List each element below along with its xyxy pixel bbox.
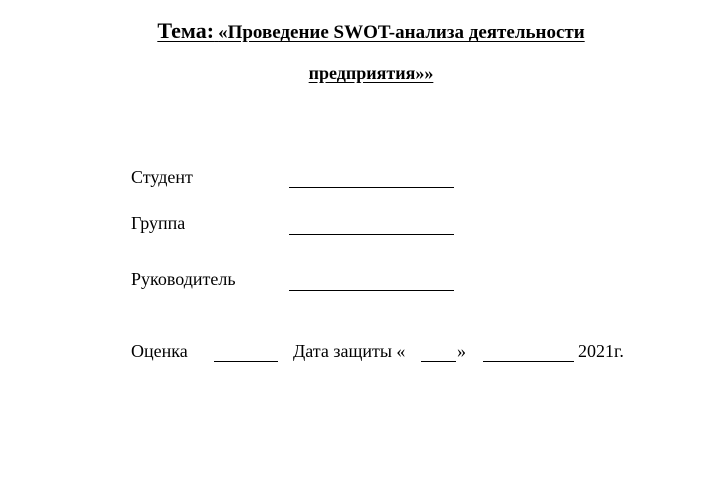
- group-label: Группа: [131, 213, 186, 233]
- grade-blank: [214, 361, 278, 362]
- defense-date-label: Дата защиты «: [293, 341, 406, 361]
- title-line-2: предприятия»»: [308, 63, 434, 83]
- student-label: Студент: [131, 167, 193, 187]
- supervisor-label: Руководитель: [131, 269, 236, 289]
- title-line-1: [11, 18, 720, 44]
- grade-label: Оценка: [131, 341, 188, 361]
- defense-month-blank: [483, 361, 574, 362]
- supervisor-blank: [289, 290, 454, 291]
- year-suffix: 2021г.: [578, 341, 624, 361]
- student-blank: [289, 187, 454, 188]
- defense-date-close-quote: »: [457, 341, 466, 361]
- defense-day-blank: [421, 361, 456, 362]
- group-blank: [289, 234, 454, 235]
- title-topic-start: «Проведение SWOT-анализа деятельности: [218, 22, 585, 43]
- title-lead: Тема:: [157, 18, 215, 43]
